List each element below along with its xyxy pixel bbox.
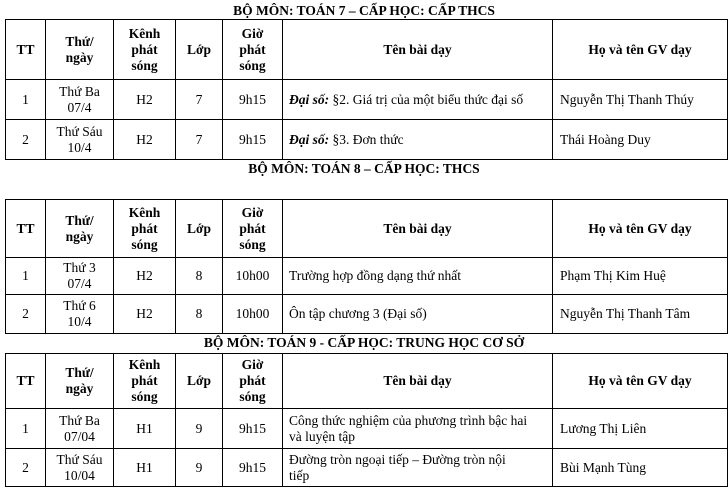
cell-lesson: Đường tròn ngoại tiếp – Đường tròn nội tiếp bbox=[283, 449, 553, 487]
cell-grade: 9 bbox=[176, 449, 223, 487]
schedule-table-toan7 bbox=[5, 19, 728, 160]
subject-prefix: Đại số: bbox=[289, 91, 330, 107]
cell-time: 10h00 bbox=[223, 295, 283, 334]
cell-grade: 7 bbox=[176, 80, 223, 120]
header-row bbox=[6, 354, 728, 409]
col-header-lesson: Tên bài dạy bbox=[283, 200, 553, 258]
col-header-tt: TT bbox=[6, 354, 46, 409]
schedule-table-toan8 bbox=[5, 199, 728, 334]
cell-grade: 8 bbox=[176, 295, 223, 334]
table-row bbox=[6, 409, 728, 449]
cell-time: 10h00 bbox=[223, 258, 283, 295]
cell-day: Thứ Sáu 10/4 bbox=[46, 120, 114, 160]
col-header-channel: Kênh phát sóng bbox=[114, 20, 176, 80]
schedule-table-toan9 bbox=[5, 353, 728, 487]
col-header-time: Giờ phát sóng bbox=[223, 200, 283, 258]
cell-channel: H1 bbox=[114, 409, 176, 449]
cell-day: Thứ Sáu 10/04 bbox=[46, 449, 114, 487]
cell-tt: 1 bbox=[6, 258, 46, 295]
col-header-channel: Kênh phát sóng bbox=[114, 200, 176, 258]
cell-teacher: Thái Hoàng Duy bbox=[553, 120, 728, 160]
cell-teacher: Nguyễn Thị Thanh Tâm bbox=[553, 295, 728, 334]
col-header-grade: Lớp bbox=[176, 200, 223, 258]
col-header-lesson: Tên bài dạy bbox=[283, 20, 553, 80]
cell-tt: 1 bbox=[6, 80, 46, 120]
cell-grade: 9 bbox=[176, 409, 223, 449]
col-header-teacher: Họ và tên GV dạy bbox=[553, 20, 728, 80]
col-header-time: Giờ phát sóng bbox=[223, 354, 283, 409]
col-header-day: Thứ/ ngày bbox=[46, 354, 114, 409]
col-header-teacher: Họ và tên GV dạy bbox=[553, 200, 728, 258]
cell-tt: 1 bbox=[6, 409, 46, 449]
cell-channel: H1 bbox=[114, 449, 176, 487]
col-header-grade: Lớp bbox=[176, 20, 223, 80]
cell-channel: H2 bbox=[114, 120, 176, 160]
cell-lesson: Đại số: §3. Đơn thức bbox=[283, 120, 553, 160]
cell-day: Thứ Ba 07/4 bbox=[46, 80, 114, 120]
table-row bbox=[6, 449, 728, 487]
table-row bbox=[6, 80, 728, 120]
section-title-toan7: BỘ MÔN: TOÁN 7 – CẤP HỌC: CẤP THCS bbox=[233, 3, 495, 18]
cell-teacher: Phạm Thị Kim Huệ bbox=[553, 258, 728, 295]
cell-lesson: Đại số: §2. Giá trị của một biểu thức đại số bbox=[283, 80, 553, 120]
table-row bbox=[6, 295, 728, 334]
cell-tt: 2 bbox=[6, 449, 46, 487]
subject-prefix: Đại số: bbox=[289, 131, 330, 147]
table-row bbox=[6, 120, 728, 160]
table-row bbox=[6, 258, 728, 295]
cell-tt: 2 bbox=[6, 120, 46, 160]
cell-time: 9h15 bbox=[223, 120, 283, 160]
cell-channel: H2 bbox=[114, 295, 176, 334]
cell-channel: H2 bbox=[114, 258, 176, 295]
col-header-tt: TT bbox=[6, 200, 46, 258]
cell-grade: 7 bbox=[176, 120, 223, 160]
col-header-time: Giờ phát sóng bbox=[223, 20, 283, 80]
col-header-day: Thứ/ ngày bbox=[46, 20, 114, 80]
cell-teacher: Lương Thị Liên bbox=[553, 409, 728, 449]
header-row bbox=[6, 200, 728, 258]
cell-day: Thứ 6 10/4 bbox=[46, 295, 114, 334]
section-title-toan9: BỘ MÔN: TOÁN 9 - CẤP HỌC: TRUNG HỌC CƠ SỞ bbox=[203, 335, 525, 350]
cell-time: 9h15 bbox=[223, 80, 283, 120]
cell-lesson: Trường hợp đồng dạng thứ nhất bbox=[283, 258, 553, 295]
col-header-teacher: Họ và tên GV dạy bbox=[553, 354, 728, 409]
cell-grade: 8 bbox=[176, 258, 223, 295]
col-header-lesson: Tên bài dạy bbox=[283, 354, 553, 409]
col-header-tt: TT bbox=[6, 20, 46, 80]
cell-teacher: Bùi Mạnh Tùng bbox=[553, 449, 728, 487]
cell-day: Thứ Ba 07/04 bbox=[46, 409, 114, 449]
header-row bbox=[6, 20, 728, 80]
cell-lesson: Ôn tập chương 3 (Đại số) bbox=[283, 295, 553, 334]
cell-lesson: Công thức nghiệm của phương trình bậc hai và luyện tập bbox=[283, 409, 553, 449]
cell-teacher: Nguyễn Thị Thanh Thúy bbox=[553, 80, 728, 120]
cell-time: 9h15 bbox=[223, 449, 283, 487]
col-header-channel: Kênh phát sóng bbox=[114, 354, 176, 409]
cell-time: 9h15 bbox=[223, 409, 283, 449]
col-header-grade: Lớp bbox=[176, 354, 223, 409]
cell-day: Thứ 3 07/4 bbox=[46, 258, 114, 295]
section-title-toan8: BỘ MÔN: TOÁN 8 – CẤP HỌC: THCS bbox=[248, 161, 480, 176]
cell-tt: 2 bbox=[6, 295, 46, 334]
col-header-day: Thứ/ ngày bbox=[46, 200, 114, 258]
cell-channel: H2 bbox=[114, 80, 176, 120]
